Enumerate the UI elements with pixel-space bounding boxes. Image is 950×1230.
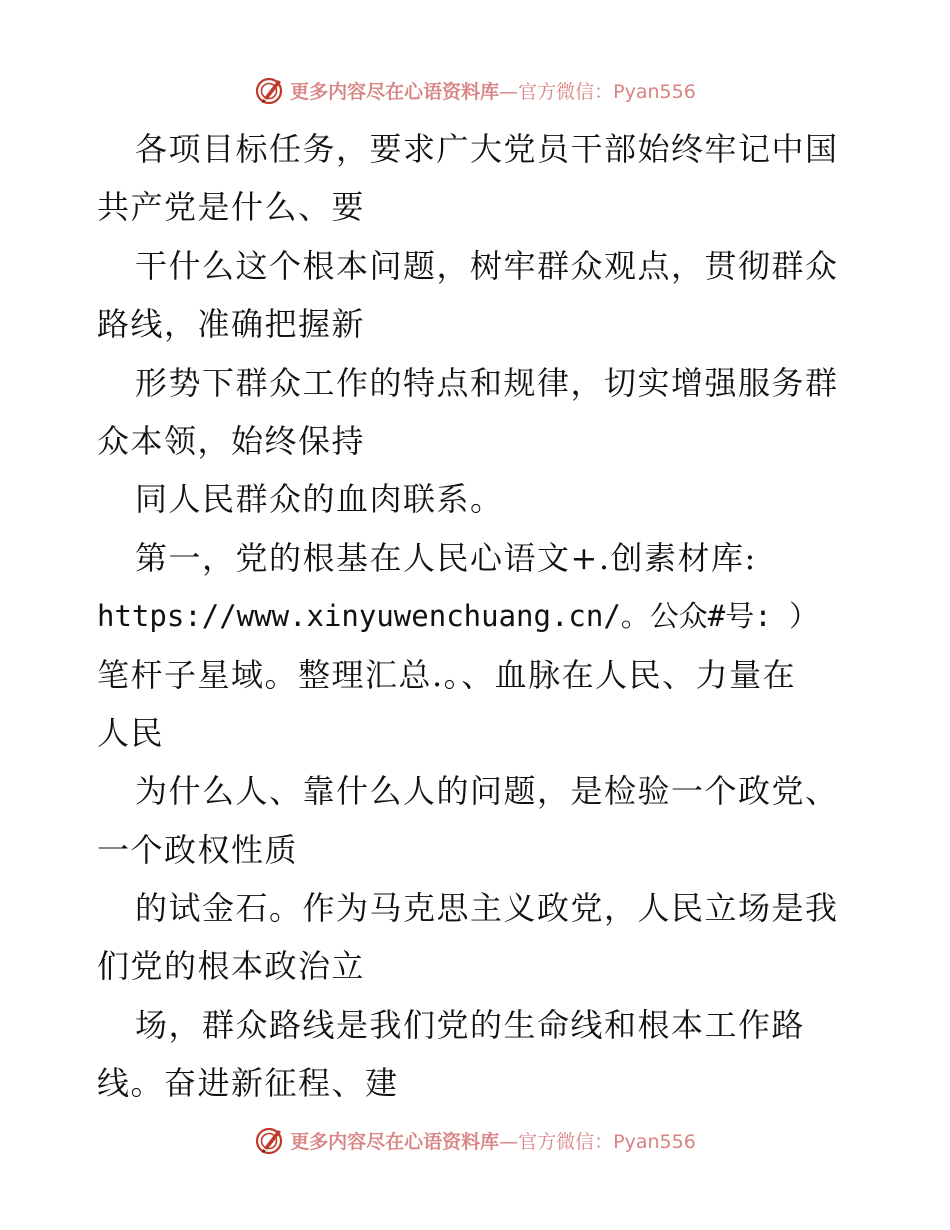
footer-banner — [0, 1120, 950, 1160]
text-line: 一个政权性质 — [97, 830, 299, 869]
brush-logo-icon — [254, 74, 286, 106]
text-line: 众本领，始终保持 — [97, 421, 366, 460]
banner-contact: —官方微信：Pyan556 — [499, 1130, 696, 1153]
text-line: 同人民群众的血肉联系。 — [135, 480, 504, 519]
text-line: 干什么这个根本问题，树牢群众观点，贯彻群众 — [135, 246, 839, 285]
banner-text — [290, 1127, 696, 1154]
brush-logo-icon — [254, 1124, 286, 1156]
text-line: 各项目标任务，要求广大党员干部始终牢记中国 — [135, 130, 839, 168]
banner-text — [290, 77, 696, 104]
text-line: 第一，党的根基在人民心语文+.创素材库: — [135, 538, 757, 577]
banner-brand: 更多内容尽在心语资料库 — [290, 1130, 500, 1153]
banner-brand: 更多内容尽在心语资料库 — [290, 80, 500, 103]
document-body — [97, 120, 857, 1113]
text-line: 为什么人、靠什么人的问题，是检验一个政党、 — [135, 772, 839, 811]
text-line: 人民 — [97, 713, 165, 752]
text-line: 形势下群众工作的特点和规律，切实增强服务群 — [135, 363, 839, 402]
text-line: 共产党是什么、要 — [97, 188, 366, 227]
banner-contact: —官方微信：Pyan556 — [499, 80, 696, 103]
text-line: 线。奋进新征程、建 — [97, 1064, 399, 1103]
text-line: 笔杆子星域。整理汇总.。、血脉在人民、力量在 — [97, 655, 797, 694]
text-line: 路线，准确把握新 — [97, 305, 366, 344]
text-line: 场，群众路线是我们党的生命线和根本工作路 — [135, 1005, 806, 1044]
url-line: https://www.xinyuwenchuang.cn/。公众#号: ） — [97, 599, 819, 634]
text-line: 的试金石。作为马克思主义政党，人民立场是我 — [135, 889, 839, 928]
header-banner — [0, 70, 950, 110]
text-line: 们党的根本政治立 — [97, 947, 366, 986]
